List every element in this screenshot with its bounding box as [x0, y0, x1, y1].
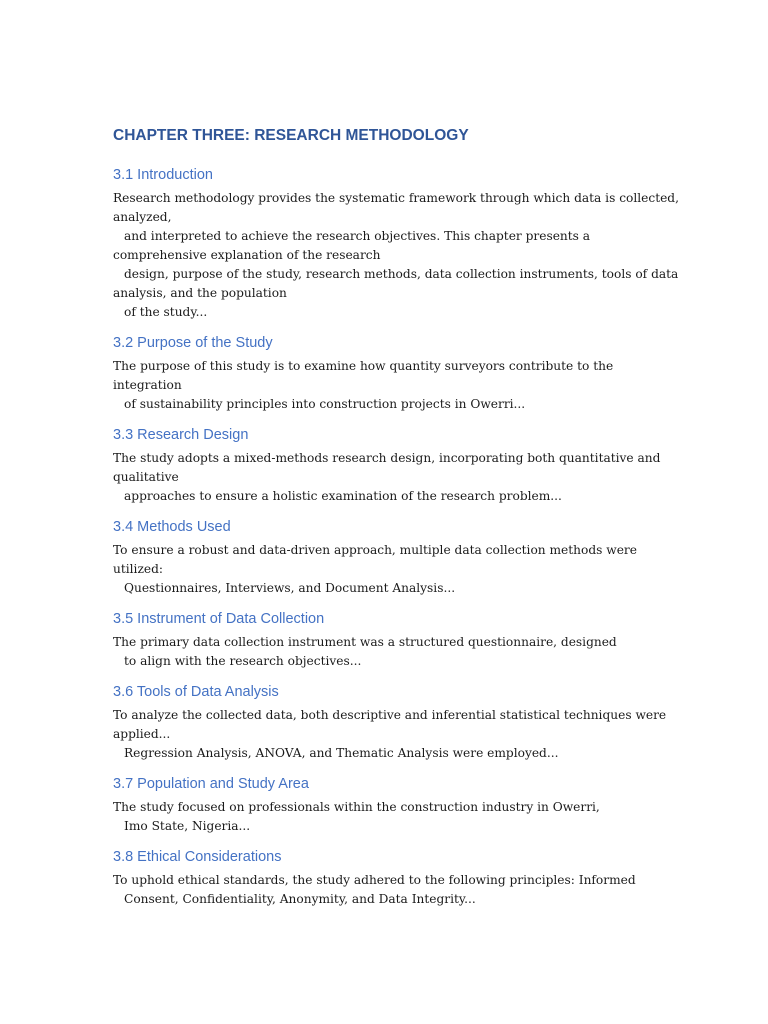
paragraph-line: Research methodology provides the systematic framework through which data is collected,: [113, 191, 679, 205]
paragraph-line: design, purpose of the study, research methods, data collection instruments, tools of data: [124, 267, 679, 281]
section-methods-used: [113, 518, 658, 598]
section-heading: 3.2 Purpose of the Study: [113, 335, 273, 351]
paragraph-line: Regression Analysis, ANOVA, and Thematic Analysis were employed...: [124, 746, 559, 760]
section-heading: 3.4 Methods Used: [113, 519, 231, 535]
paragraph-line: to align with the research objectives...: [124, 654, 362, 668]
chapter-title: CHAPTER THREE: RESEARCH METHODOLOGY: [113, 127, 469, 144]
section-heading: 3.1 Introduction: [113, 167, 213, 183]
section-introduction: [113, 166, 679, 322]
section-heading: 3.3 Research Design: [113, 427, 249, 443]
paragraph-line: analysis, and the population: [113, 286, 287, 300]
paragraph-line: utilized:: [113, 562, 163, 576]
paragraph-line: and interpreted to achieve the research objectives. This chapter presents a: [124, 229, 591, 243]
paragraph-line: analyzed,: [113, 210, 172, 224]
paragraph-line: integration: [113, 378, 182, 392]
paragraph-line: Imo State, Nigeria...: [124, 819, 251, 833]
section-research-design: [113, 426, 661, 506]
section-heading: 3.7 Population and Study Area: [113, 776, 309, 792]
section-tools-of-data-analysis: [113, 683, 667, 763]
paragraph-line: The study adopts a mixed-methods research design, incorporating both quantitative and: [113, 451, 661, 465]
section-heading: 3.8 Ethical Considerations: [113, 849, 282, 865]
paragraph-line: of the study...: [124, 305, 208, 319]
paragraph-line: approaches to ensure a holistic examination of the research problem...: [124, 489, 562, 503]
paragraph-line: Consent, Confidentiality, Anonymity, and Data Integrity...: [124, 892, 476, 906]
section-instrument-of-data-collection: [113, 610, 658, 671]
paragraph-line: Questionnaires, Interviews, and Document Analysis...: [124, 581, 456, 595]
section-ethical-considerations: [113, 848, 658, 909]
section-heading: 3.5 Instrument of Data Collection: [113, 611, 325, 627]
section-heading: 3.6 Tools of Data Analysis: [113, 684, 279, 700]
paragraph-line: comprehensive explanation of the research: [113, 248, 381, 262]
paragraph-line: To uphold ethical standards, the study adhered to the following principles: Informed: [113, 873, 636, 887]
paragraph-line: To analyze the collected data, both descriptive and inferential statistical techniques were: [113, 708, 667, 722]
paragraph-line: To ensure a robust and data-driven approach, multiple data collection methods were: [113, 543, 637, 557]
document-body: [113, 126, 679, 921]
paragraph-line: qualitative: [113, 470, 179, 484]
section-purpose-of-study: [113, 334, 658, 414]
paragraph-line: of sustainability principles into construction projects in Owerri...: [124, 397, 526, 411]
paragraph-line: applied...: [113, 727, 171, 741]
paragraph-line: The primary data collection instrument was a structured questionnaire, designed: [113, 635, 617, 649]
section-population-and-study-area: [113, 775, 658, 836]
paragraph-line: The study focused on professionals within the construction industry in Owerri,: [113, 800, 600, 814]
paragraph-line: The purpose of this study is to examine how quantity surveyors contribute to the: [113, 359, 614, 373]
